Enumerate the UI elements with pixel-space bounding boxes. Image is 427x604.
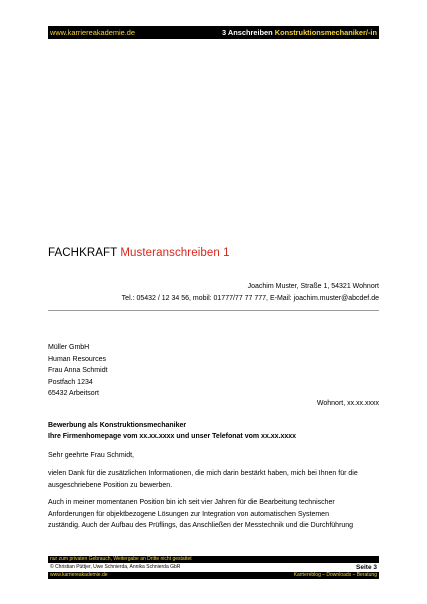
footer-copyright: © Christian Püttjer, Uwe Schnierda, Annika Schnierda GbR xyxy=(50,564,181,570)
paragraph-1-line-1: vielen Dank für die zusätzlichen Informationen, die mich darin bestärkt haben, mich bei Ihnen für die xyxy=(48,470,358,477)
title-accent: Musteranschreiben 1 xyxy=(120,247,230,259)
recipient-city: 65432 Arbeitsort xyxy=(48,390,99,397)
recipient-person: Frau Anna Schmidt xyxy=(48,367,108,374)
sender-block xyxy=(122,281,379,305)
paragraph-1 xyxy=(48,468,379,491)
paragraph-2-line-1: Auch in meiner momentanen Position bin ich seit vier Jahren für die Bearbeitung technischer xyxy=(48,499,335,506)
sender-contact: Tel.: 05432 / 12 34 56, mobil: 01777/77 77 777, E-Mail: joachim.muster@abcdef.de xyxy=(121,295,379,302)
recipient-address xyxy=(48,342,108,400)
header-chapter-title: Konstruktionsmechaniker/-in xyxy=(274,28,377,37)
header-chapter xyxy=(222,26,377,39)
recipient-postbox: Postfach 1234 xyxy=(48,378,93,386)
salutation: Sehr geehrte Frau Schmidt, xyxy=(48,452,134,459)
subject-line-2: Ihre Firmenhomepage vom xx.xx.xxxx und unser Telefonat vom xx.xx.xxxx xyxy=(48,433,297,440)
paragraph-2-line-3: zuständig. Auch der Aufbau des Prüflings, das Anschließen der Messtechnik und die Durchführung xyxy=(48,522,354,529)
footer-info-row xyxy=(48,563,379,572)
date-line: Wohnort, xx.xx.xxxx xyxy=(316,400,379,407)
paragraph-2 xyxy=(48,497,379,532)
footer-notice-bar xyxy=(48,556,379,563)
page-number: Seite 3 xyxy=(356,564,377,571)
footer-tagline: Karriereblog – Downloads – Beratung xyxy=(293,572,377,578)
header-site: www.karriereakademie.de xyxy=(50,28,136,37)
recipient-department: Human Resources xyxy=(48,355,106,363)
paragraph-1-line-2: ausgeschriebene Position zu bewerben. xyxy=(48,481,173,489)
sender-address: Joachim Muster, Straße 1, 54321 Wohnort xyxy=(247,283,379,290)
title-prefix: FACHKRAFT xyxy=(48,247,118,259)
subject-line-1: Bewerbung als Konstruktionsmechaniker xyxy=(48,422,187,429)
footer-site-link[interactable]: www.karriereakademie.de xyxy=(50,572,108,578)
recipient-company: Müller GmbH xyxy=(48,344,90,351)
sender-divider xyxy=(48,310,379,311)
footer-notice: nur zum privaten Gebrauch, Weitergabe an Dritte nicht gestattet xyxy=(50,556,192,562)
page-header xyxy=(48,26,379,39)
page-title xyxy=(48,246,230,260)
subject-block xyxy=(48,420,296,442)
paragraph-2-line-2: Anforderungen für objektbezogene Lösungen zur Integration von automatischen Systemen xyxy=(48,510,329,518)
footer-bottom-bar xyxy=(48,572,379,579)
header-chapter-number: 3 Anschreiben xyxy=(222,28,273,37)
